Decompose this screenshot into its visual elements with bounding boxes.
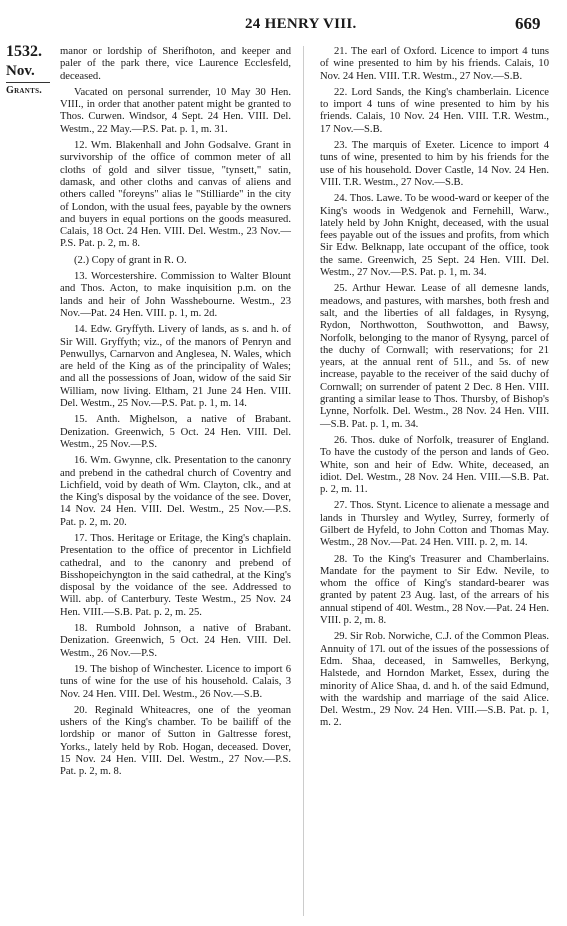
page-header — [0, 14, 567, 36]
margin-section: Grants. — [6, 85, 43, 96]
entry-25: 25. Arthur Hewar. Lease of all demesne lands, meadows, and pastures, with marshes, both fresh and salt, and the liberties of all faldages, in Rysyng, Rydon, Northwotton, Southwotton, and Bawsy, Norfolk, belonging to the manor of Rysyng, parcel of the duchy of Cornwall; with reservations; for 21 years, at the annual rent of 51l., and 5s. of new increase, payable to the receiver of the said duchy of Cornwall; on surrender of patent 2 Dec. 8 Hen. VIII. granting a similar lease to Thos. Thursby, of Bishop's Lynne, Norfolk. Del. Westm., 28 Nov. 24 Hen. VIII.—S.B. Pat. p. 1, m. 34. — [320, 283, 549, 430]
page-number: 669 — [515, 14, 541, 33]
entry-28: 28. To the King's Treasurer and Chamberlains. Mandate for the payment to Sir Edw. Nevile, to whom the office of King's standard-bearer was granted by patent 23 Aug. last, of the arrears of his annual stipend of 40l. Westm., 28 Nov.—Pat. 24 Hen. VIII. p. 2, m. 8. — [320, 553, 549, 627]
entry-24: 24. Thos. Lawe. To be wood-ward or keeper of the King's woods in Wedgenok and Fernehill, Warw., lately held by John Knight, deceased, with the usual fees payable out of the issues and profits, from which Sir Edw. Belknapp, late occupant of the office, took the same. Greenwich, 25 Sept. 24 Hen. VIII. Del. Westm., 27 Nov.—P.S. Pat. p. 1, m. 34. — [320, 193, 549, 279]
entry-23: 23. The marquis of Exeter. Licence to import 4 tuns of wine, presented to him by his friends for the use of his household. Dover Castle, 14 Nov. 24 Hen. VIII. T.R. Westm., 27 Nov.—S.B. — [320, 140, 549, 188]
entry-15: 15. Anth. Mighelson, a native of Brabant. Denization. Greenwich, 5 Oct. 24 Hen. VIII. Del. Westm., 25 Nov.—P.S. — [60, 414, 291, 450]
entry-20: 20. Reginald Whiteacres, one of the yeoman ushers of the King's chamber. To be bailiff of the lordship or manor of Sutton in Galtresse forest, Yorks., lately held by Rob. Hogan, deceased. Dover, 15 Nov. 24 Hen. VIII. Del. Westm., 27 Nov.—P.S. Pat. p. 2, m. 8. — [60, 704, 291, 778]
running-head: 24 HENRY VIII. — [245, 16, 357, 32]
entry-12-copy: (2.) Copy of grant in R. O. — [74, 254, 187, 266]
entry-21: 21. The earl of Oxford. Licence to import 4 tuns of wine presented to him by his friends. Calais, 10 Nov. 24 Hen. VIII. T.R. Westm., 27 Nov.—S.B. — [320, 46, 549, 82]
right-column — [320, 46, 549, 734]
entry-13: 13. Worcestershire. Commission to Walter Blount and Thos. Acton, to make inquisition p.m. on the lands and heir of John Wasshebourne. Westm., 23 Nov.—Pat. 24 Hen. VIII. p. 1, m. 2d. — [60, 271, 291, 319]
margin-rule — [6, 82, 50, 83]
margin-month: Nov. — [6, 63, 35, 79]
entry-19: 19. The bishop of Winchester. Licence to import 6 tuns of wine for the use of his household. Calais, 3 Nov. 24 Hen. VIII. Del. Westm., 26 Nov.—S.B. — [60, 663, 291, 700]
entry-18: 18. Rumbold Johnson, a native of Brabant. Denization. Greenwich, 5 Oct. 24 Hen. VIII. Del. Westm., 26 Nov.—P.S. — [60, 623, 291, 659]
entry-12: 12. Wm. Blakenhall and John Godsalve. Grant in survivorship of the office of common meter of all cloths of gold and silver tissue, "tynsett," satin, damask, and other cloths and canvas of aliens and others called "foreyns" alias le "Stilliarde" in the city of London, with the usual fees, payable by the owners and buyers in equal portions on the goods measured. Calais, 18 Oct. 24 Hen. VIII. Del. Westm., 23 Nov.—P.S. Pat. p. 2, m. 8. — [60, 140, 291, 250]
left-column — [60, 46, 291, 783]
entry-16: 16. Wm. Gwynne, clk. Presentation to the canonry and prebend in the cathedral church of Coventry and Lichfield, void by death of Wm. Clayton, clk., and at the King's disposal by the voidance of the see. Dover, 14 Nov. 24 Hen. VIII. Del. Westm., 25 Nov.—P.S. Pat. p. 2, m. 20. — [60, 455, 291, 528]
entry-14: 14. Edw. Gryffyth. Livery of lands, as s. and h. of Sir Will. Gryffyth; viz., of the manors of Penryn and Penwullys, Carnarvon and Anglesea, N. Wales, which are held of the King as of the principality of Wales; and all the possessions of Joan, widow of the said Sir William, now living. Eltham, 21 June 24 Hen. VIII. Del. Westm., 25 Nov.—P.S. Pat. p. 1, m. 14. — [60, 324, 291, 410]
margin-year: 1532. — [6, 43, 42, 60]
entry-vacated-note: Vacated on personal surrender, 10 May 30 Hen. VIII., in order that another patent might be granted to Thos. Curwen. Windsor, 4 Sept. 24 Hen. VIII. Del. Westm., 22 May.—P.S. Pat. p. 1, m. 31. — [60, 86, 291, 135]
entry-26: 26. Thos. duke of Norfolk, treasurer of England. To have the custody of the person and lands of Geo. White, son and heir of Edw. White, deceased, an idiot. Del. Westm., 28 Nov. 24 Hen. VIII.—S.B. Pat. p. 2, m. 11. — [320, 434, 549, 496]
entry-17: 17. Thos. Heritage or Eritage, the King's chaplain. Presentation to the office of precentor in Lichfield cathedral, and to the canonry and prebend of Bisshopeichyngton in the said cathedral, at the King's disposal by the voidance of the see. Addressed to Will. abp. of Canterbury. Teste Westm., 25 Nov. 24 Hen. VIII.—S.B. Pat. p. 2, m. 25. — [60, 532, 291, 618]
entry-22: 22. Lord Sands, the King's chamberlain. Licence to import 4 tuns of wine presented to him by his friends. Calais, 10 Nov. 24 Hen. VIII. T.R. Westm., 17 Nov.—S.B. — [320, 86, 549, 135]
margin-notes — [6, 43, 54, 96]
entry-continued: manor or lordship of Sherifhoton, and keeper and paler of the park there, vice Laurence Ecclesfeld, deceased. — [60, 46, 291, 82]
entry-29: 29. Sir Rob. Norwiche, C.J. of the Common Pleas. Annuity of 17l. out of the issues of the possessions of Edm. Shaa, deceased, in Samwelles, Berkyng, Halstede, and Horndon Market, Essex, during the minority of Alice Shaa, d. and h. of the said Edmund, with the wardship and marriage of the said Alice. Del. Westm., 29 Nov. 24 Hen. VIII.—S.B. Pat. p. 1, m. 2. — [320, 631, 549, 729]
column-divider — [303, 46, 304, 916]
entry-27: 27. Thos. Stynt. Licence to alienate a message and lands in Thursley and Wytley, Surrey, formerly of Gilbert de Hyfeld, to John Cotton and Thomas May. Westm., 28 Nov.—Pat. 24 Hen. VIII. p. 2, m. 14. — [320, 500, 549, 549]
